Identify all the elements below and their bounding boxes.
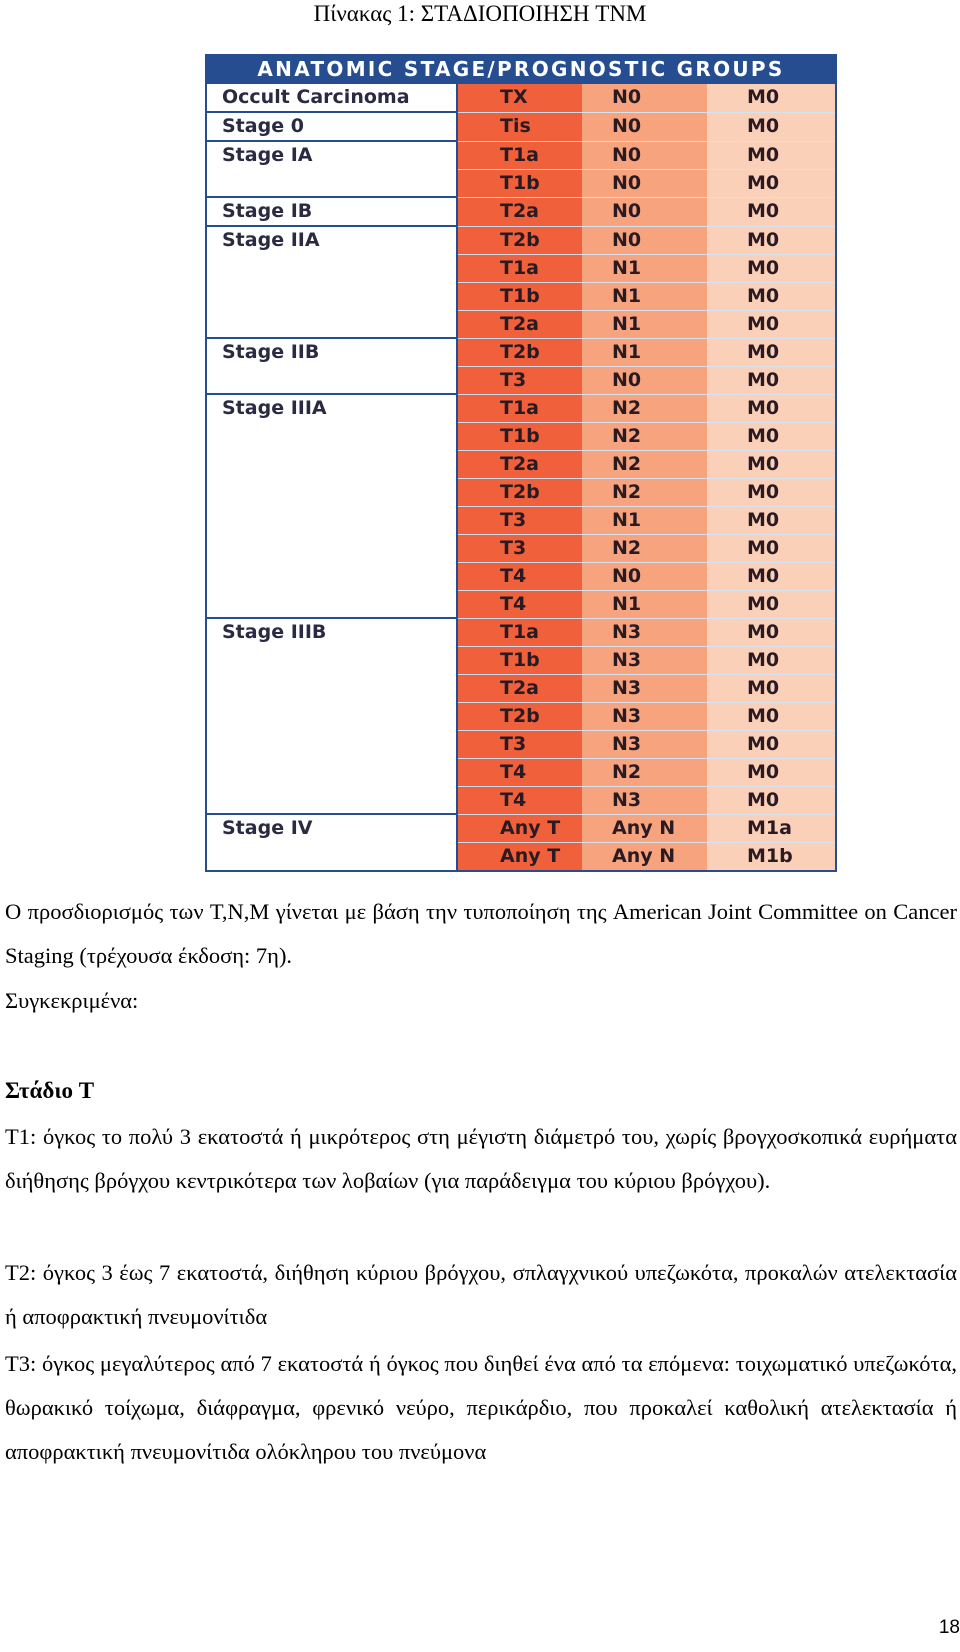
t-value: T4 bbox=[457, 562, 582, 590]
m-value: M1b bbox=[707, 842, 836, 871]
n-value: N2 bbox=[582, 394, 707, 422]
m-value: M0 bbox=[707, 758, 836, 786]
n-value: N1 bbox=[582, 338, 707, 366]
t2-paragraph: T2: όγκος 3 έως 7 εκατοστά, διήθηση κύριου βρόγχου, σπλαγχνικού υπεζωκότα, προκαλών ατελεκτασία ή αποφρακτική πνευμονίτιδα bbox=[5, 1260, 957, 1329]
n-value: N3 bbox=[582, 674, 707, 702]
t-value: T1b bbox=[457, 282, 582, 310]
m-value: M0 bbox=[707, 618, 836, 646]
m-value: M0 bbox=[707, 422, 836, 450]
t-value: T3 bbox=[457, 366, 582, 394]
m-value: M0 bbox=[707, 730, 836, 758]
t-value: T1b bbox=[457, 169, 582, 197]
table-row bbox=[206, 83, 836, 112]
m-value: M0 bbox=[707, 338, 836, 366]
m-value: M0 bbox=[707, 83, 836, 112]
n-value: N0 bbox=[582, 226, 707, 254]
m-value: M0 bbox=[707, 786, 836, 814]
m-value: M0 bbox=[707, 226, 836, 254]
m-value: M0 bbox=[707, 366, 836, 394]
t-value: T1a bbox=[457, 394, 582, 422]
staging-table bbox=[205, 54, 837, 872]
t-value: T3 bbox=[457, 730, 582, 758]
t-value: T2a bbox=[457, 310, 582, 338]
m-value: M0 bbox=[707, 169, 836, 197]
t-value: T2a bbox=[457, 197, 582, 226]
stage-label: Occult Carcinoma bbox=[206, 83, 457, 112]
n-value: N0 bbox=[582, 141, 707, 169]
m-value: M0 bbox=[707, 197, 836, 226]
n-value: N3 bbox=[582, 786, 707, 814]
t-value: T2b bbox=[457, 478, 582, 506]
m-value: M0 bbox=[707, 254, 836, 282]
n-value: N1 bbox=[582, 254, 707, 282]
n-value: N2 bbox=[582, 450, 707, 478]
stage-label: Stage 0 bbox=[206, 112, 457, 141]
table-row bbox=[206, 814, 836, 842]
m-value: M0 bbox=[707, 702, 836, 730]
stage-label: Stage IIB bbox=[206, 338, 457, 394]
t1-paragraph: T1: όγκος το πολύ 3 εκατοστά ή μικρότερος στη μέγιστη διάμετρό του, χωρίς βρογχοσκοπικά ευρήματα διήθησης βρόγχου κεντρικότερα των λοβαίων (για παράδειγμα του κύριου βρόγχου). bbox=[5, 1124, 957, 1193]
n-value: N0 bbox=[582, 83, 707, 112]
t-value: T2b bbox=[457, 338, 582, 366]
t-value: T1a bbox=[457, 254, 582, 282]
n-value: N3 bbox=[582, 702, 707, 730]
t-value: T4 bbox=[457, 590, 582, 618]
n-value: N0 bbox=[582, 112, 707, 141]
t-value: T1a bbox=[457, 141, 582, 169]
m-value: M0 bbox=[707, 478, 836, 506]
n-value: N0 bbox=[582, 366, 707, 394]
m-value: M0 bbox=[707, 282, 836, 310]
m-value: M0 bbox=[707, 534, 836, 562]
page-number: 18 bbox=[938, 1617, 960, 1638]
table-caption: Πίνακας 1: ΣΤΑΔΙΟΠΟΙΗΣΗ TNM bbox=[313, 1, 647, 26]
n-value: N3 bbox=[582, 618, 707, 646]
n-value: N2 bbox=[582, 534, 707, 562]
n-value: N0 bbox=[582, 169, 707, 197]
m-value: M0 bbox=[707, 590, 836, 618]
m-value: M0 bbox=[707, 646, 836, 674]
m-value: M1a bbox=[707, 814, 836, 842]
t-value: Any T bbox=[457, 842, 582, 871]
m-value: M0 bbox=[707, 506, 836, 534]
stage-label: Stage IB bbox=[206, 197, 457, 226]
table-row bbox=[206, 141, 836, 169]
table-row bbox=[206, 197, 836, 226]
m-value: M0 bbox=[707, 562, 836, 590]
n-value: Any N bbox=[582, 842, 707, 871]
t-value: T2b bbox=[457, 226, 582, 254]
table-row bbox=[206, 112, 836, 141]
n-value: N2 bbox=[582, 478, 707, 506]
m-value: M0 bbox=[707, 112, 836, 141]
n-value: N3 bbox=[582, 646, 707, 674]
n-value: N0 bbox=[582, 562, 707, 590]
stage-label: Stage IIIA bbox=[206, 394, 457, 618]
stage-label: Stage IIIB bbox=[206, 618, 457, 814]
n-value: N2 bbox=[582, 422, 707, 450]
table-row bbox=[206, 618, 836, 646]
m-value: M0 bbox=[707, 450, 836, 478]
n-value: N3 bbox=[582, 730, 707, 758]
specifically-label: Συγκεκριμένα: bbox=[5, 988, 139, 1013]
t-value: T1b bbox=[457, 422, 582, 450]
table-row bbox=[206, 226, 836, 254]
t-value: T4 bbox=[457, 786, 582, 814]
table-row bbox=[206, 394, 836, 422]
t-value: Tis bbox=[457, 112, 582, 141]
n-value: N1 bbox=[582, 506, 707, 534]
n-value: N1 bbox=[582, 590, 707, 618]
table-row bbox=[206, 338, 836, 366]
section-title: Στάδιο T bbox=[5, 1078, 95, 1103]
t3-paragraph: T3: όγκος μεγαλύτερος από 7 εκατοστά ή όγκος που διηθεί ένα από τα επόμενα: τοιχωματικό υπεζωκότα, θωρακικό τοίχωμα, διάφραγμα, φρενικό νεύρο, περικάρδιο, που προκαλεί καθολική ατελεκτασία ή αποφρακτική πνευμονίτιδα ολόκληρου του πνεύμονα bbox=[5, 1351, 957, 1464]
stage-label: Stage IIA bbox=[206, 226, 457, 338]
n-value: N0 bbox=[582, 197, 707, 226]
stage-label: Stage IV bbox=[206, 814, 457, 871]
t-value: T3 bbox=[457, 506, 582, 534]
t-value: Any T bbox=[457, 814, 582, 842]
m-value: M0 bbox=[707, 141, 836, 169]
n-value: N2 bbox=[582, 758, 707, 786]
t-value: TX bbox=[457, 83, 582, 112]
m-value: M0 bbox=[707, 394, 836, 422]
t-value: T2a bbox=[457, 450, 582, 478]
t-value: T1b bbox=[457, 646, 582, 674]
n-value: N1 bbox=[582, 282, 707, 310]
t-value: T3 bbox=[457, 534, 582, 562]
table-header-row bbox=[206, 55, 836, 83]
m-value: M0 bbox=[707, 674, 836, 702]
m-value: M0 bbox=[707, 310, 836, 338]
table-body bbox=[206, 83, 836, 871]
t-value: T2a bbox=[457, 674, 582, 702]
t-value: T2b bbox=[457, 702, 582, 730]
intro-paragraph: Ο προσδιορισμός των T,N,M γίνεται με βάση την τυποποίηση της American Joint Committee on Cancer Staging (τρέχουσα έκδοση: 7η). bbox=[5, 899, 957, 968]
t-value: T4 bbox=[457, 758, 582, 786]
t-value: T1a bbox=[457, 618, 582, 646]
n-value: Any N bbox=[582, 814, 707, 842]
table-header: ANATOMIC STAGE/PROGNOSTIC GROUPS bbox=[206, 55, 836, 83]
stage-label: Stage IA bbox=[206, 141, 457, 197]
n-value: N1 bbox=[582, 310, 707, 338]
